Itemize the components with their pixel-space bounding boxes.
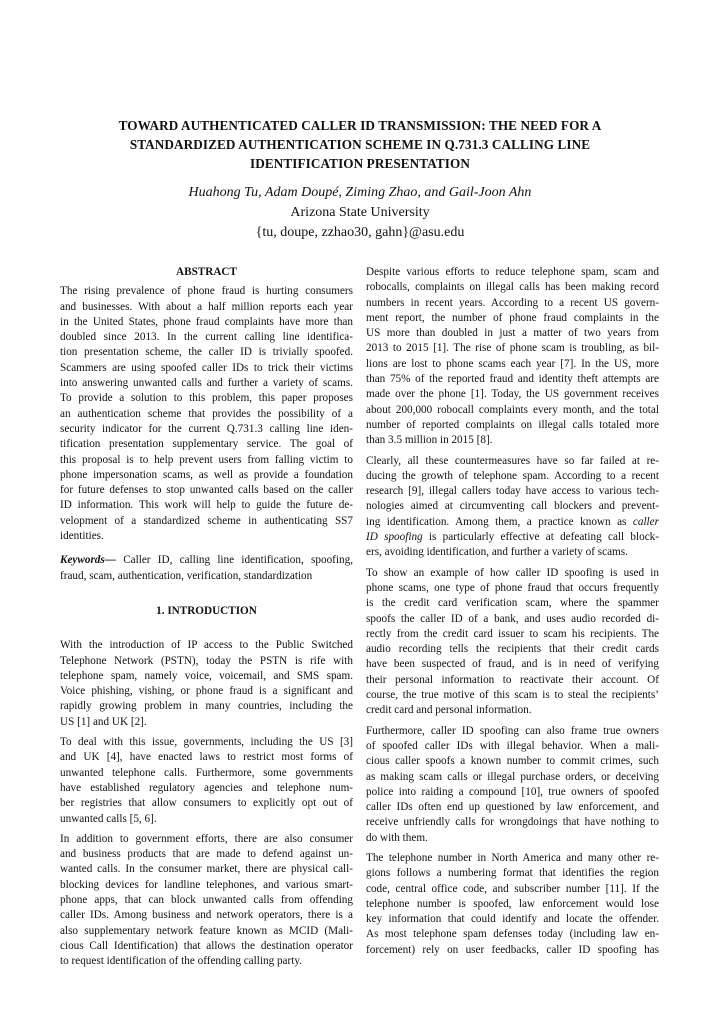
text-line: course, the true motive of this scam is to steal the recipients’ <box>366 689 659 702</box>
text-line: 2013 to 2015 [1]. The rise of phone scam is troubling, as bil- <box>366 342 659 355</box>
text-line: caller IDs often end up questioned by law enforcement, and <box>366 801 659 814</box>
text-line: telephone spam, namely voice, voicemail, and SMS spam. <box>60 669 353 682</box>
paragraph <box>60 638 353 730</box>
text-line: unwanted telephone calls. Furthermore, some governments <box>60 766 353 779</box>
text-line: audio recording tells the recipients that their credit cards <box>366 643 659 656</box>
text-line: as making scam calls or illegal purchase orders, or deceiving <box>366 770 659 783</box>
paragraph <box>60 735 353 827</box>
text-line: telephone number is spoofed, law enforcement would lose <box>366 897 659 910</box>
text-line: US more than doubled in just a matter of two years from <box>366 327 659 340</box>
paper-title <box>60 116 660 173</box>
text-line: identities. <box>60 530 104 543</box>
text-line: this proposal is to help prevent users from falling victim to <box>60 453 353 466</box>
text-span: is particularly effective at defeating call block- <box>422 531 660 544</box>
section-heading-introduction: 1. INTRODUCTION <box>156 604 257 617</box>
text-line: tification presentation supplementary service. The goal of <box>60 438 353 451</box>
text-line: ment report, the number of phone fraud complaints in the <box>366 311 659 324</box>
text-line: than 3.5 million in 2015 [8]. <box>366 434 493 447</box>
text-line: lions are lost to phone scams each year [7]. In the US, more <box>366 357 659 370</box>
text-line: Voice phishing, vishing, or phone fraud is a significant and <box>60 685 353 698</box>
paragraph <box>366 851 659 958</box>
text-line: fraud, scam, authentication, verification, standardization <box>60 569 313 582</box>
text-line: research [9], illegal callers today have access to various tech- <box>366 485 659 498</box>
text-line: With the introduction of IP access to the Public Switched <box>60 639 353 652</box>
text-line: phone apps, that can block unwanted calls from offending <box>60 893 353 906</box>
text-line: Telephone Network (PSTN), today the PSTN is rife with <box>60 654 353 667</box>
text-line: key information that could identify and locate the offender. <box>366 913 659 926</box>
emphasis: caller <box>632 515 659 528</box>
title-line: TOWARD AUTHENTICATED CALLER ID TRANSMISSION: THE NEED FOR A <box>118 118 602 133</box>
text-line: code, central office code, and subscriber number [11]. If the <box>366 882 659 895</box>
text-line: of spoofed caller IDs with illegal behavior. When a mali- <box>366 739 659 752</box>
text-line: made over the phone [1]. Today, the US government receives <box>366 388 659 401</box>
text-line: spoofs the caller ID of a bank, and uses audio recorded di- <box>366 612 659 625</box>
text-line: in the United States, phone fraud complaints have more than <box>60 315 353 328</box>
paragraph <box>60 832 353 970</box>
text-line: and business products that are made to defend against un- <box>60 848 353 861</box>
text-line: velopment of a standardized scheme in authenticating SS7 <box>60 514 353 527</box>
text-line: blocking devices for landline telephones, and various smart- <box>60 878 353 891</box>
text-line: credit card and personal information. <box>366 704 532 717</box>
author-list: Huahong Tu, Adam Doupé, Ziming Zhao, and Gail-Joon Ahn <box>188 185 532 200</box>
text-line: The rising prevalence of phone fraud is hurting consumers <box>60 285 353 298</box>
text-line: phone impersonation scams, as well as provide a foundation <box>60 468 353 481</box>
text-line: In addition to government efforts, there are also consumer <box>60 832 353 845</box>
paragraph <box>366 454 659 561</box>
text-line: to request identification of the offending calling party. <box>60 955 303 968</box>
text-line: cious caller spoofs a known number to commit crimes, such <box>366 755 659 768</box>
text-line: nologies aimed at circumventing call blockers and prevent- <box>366 500 659 513</box>
text-line: To deal with this issue, governments, including the US [3] <box>60 736 353 749</box>
emphasis: ID spoofing <box>366 531 423 544</box>
left-column <box>60 265 353 974</box>
text-line: security indicator for the current Q.731.3 calling line iden- <box>60 422 353 435</box>
text-line: their personal information to reactivate their account. Of <box>366 673 659 686</box>
text-line: Furthermore, caller ID spoofing can also frame true owners <box>366 724 659 737</box>
text-line: As most telephone spam defenses today (including law en- <box>366 928 659 941</box>
text-line: and businesses. With about a half million reports each year <box>60 300 353 313</box>
text-line: To provide a solution to this problem, this paper proposes <box>60 392 353 405</box>
text-line: To show an example of how caller ID spoofing is used in <box>366 566 659 579</box>
text-line: into answering unwanted calls and further a variety of scams. <box>60 377 353 390</box>
text-line: The telephone number in North America and many other re- <box>366 851 659 864</box>
text-line: receive unfriendly calls for wrongdoings that have nothing to <box>366 816 659 829</box>
text-line: robocalls, complaints on illegal calls has been making record <box>366 281 659 294</box>
text-line: also supplementary network feature known as MCID (Mali- <box>60 924 353 937</box>
text-line: rapidly growing problem in many countries, including the <box>60 700 353 713</box>
affiliation: Arizona State University <box>290 205 430 220</box>
text-line: Despite various efforts to reduce telephone spam, scam and <box>366 266 659 278</box>
text-line: gions follows a numbering format that identifies the region <box>366 867 659 880</box>
paragraph <box>366 724 659 846</box>
keywords-label: Keywords— <box>60 554 116 567</box>
text-line: US [1] and UK [2]. <box>60 715 147 728</box>
title-line: STANDARDIZED AUTHENTICATION SCHEME IN Q.731.3 CALLING LINE <box>129 137 591 152</box>
keywords <box>60 553 353 584</box>
text-line: ducing the growth of telephone spam. According to a recent <box>366 469 659 482</box>
text-line: about 200,000 robocall complaints every month, and the total <box>366 403 659 416</box>
title-line: IDENTIFICATION PRESENTATION <box>250 156 470 171</box>
text-line: phone scams, one type of phone fraud that occurs frequently <box>366 581 659 594</box>
text-line: ers, avoiding identification, and further a variety of scams. <box>366 546 628 559</box>
abstract-text <box>60 284 353 544</box>
text-line: ber registries that allow consumers to explicitly opt out of <box>60 797 353 810</box>
text-line: doubled since 2013. In the current calling line identifica- <box>60 331 353 344</box>
text-line: cious Call Identification) that allows the destination operator <box>60 939 353 952</box>
author-emails: {tu, doupe, zzhao30, gahn}@asu.edu <box>255 225 465 240</box>
text-line: an authentication scheme that provides the possibility of a <box>60 407 353 420</box>
text-line: unwanted calls [5, 6]. <box>60 812 157 825</box>
abstract-heading: ABSTRACT <box>176 266 237 278</box>
text-line: police into raiding a compound [10], true owners of spoofed <box>366 785 659 798</box>
text-line: do with them. <box>366 831 428 844</box>
text-line: caller IDs. Among business and network operators, there is a <box>60 909 353 922</box>
text-line: and UK [4], have enacted laws to restrict most forms of <box>60 751 353 764</box>
text-line: than 75% of the reported fraud and identity theft attempts are <box>366 373 659 386</box>
text-line: is the credit card verification scam, where the spammer <box>366 597 659 610</box>
text-line: forcement) rely on user feedbacks, caller ID spoofing has <box>366 943 659 956</box>
right-column <box>366 265 659 963</box>
text-line: Clearly, all these countermeasures have so far failed at re- <box>366 454 659 467</box>
text-line: have been suspected of fraud, and is in need of verifying <box>366 658 659 671</box>
text-line: tion presentation scheme, the caller ID is trivially spoofed. <box>60 346 353 359</box>
paragraph <box>366 265 659 449</box>
text-line: numbers in recent years. According to a recent US govern- <box>366 296 659 309</box>
text-line: for future defenses to stop unwanted calls based on the caller <box>60 484 353 497</box>
text-line: rectly from the credit card issuer to scam his recipients. The <box>366 627 659 640</box>
text-line: have established regulatory agencies and telephone num- <box>60 781 353 794</box>
text-span: ing identification. Among them, a practice known as <box>366 515 633 528</box>
keywords-text: Caller ID, calling line identification, spoofing, <box>115 554 353 567</box>
paragraph <box>366 566 659 719</box>
text-line: Scammers are using spoofed caller IDs to trick their victims <box>60 361 353 374</box>
text-line: ID information. This work will help to guide the future de- <box>60 499 353 512</box>
text-line: wanted calls. In the consumer market, there are physical call- <box>60 863 353 876</box>
text-line: number of reported complaints on illegal calls totaled more <box>366 418 659 431</box>
